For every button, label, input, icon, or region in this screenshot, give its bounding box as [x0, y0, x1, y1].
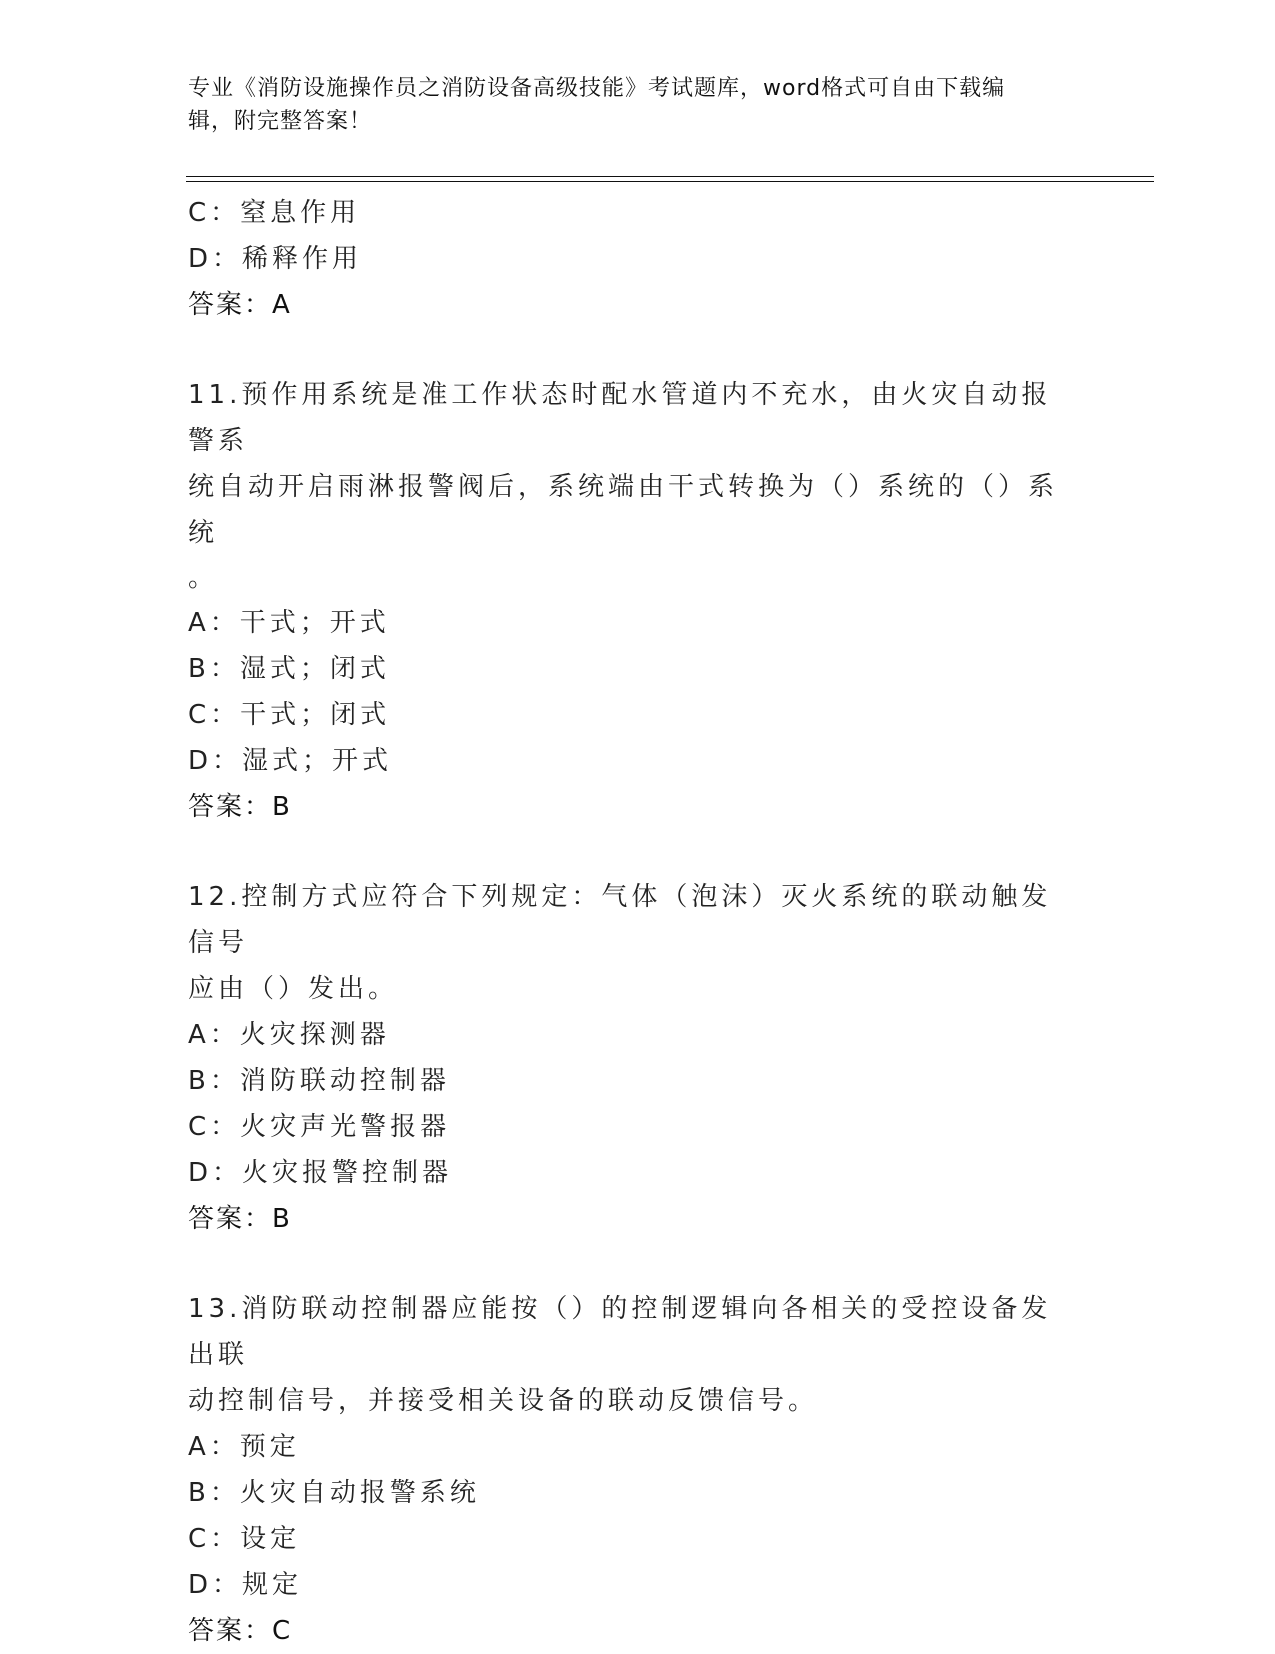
- question-line-1: 13.消防联动控制器应能按（）的控制逻辑向各相关的受控设备发出联: [188, 1294, 1052, 1370]
- header-divider-top: [186, 176, 1154, 177]
- option-c: C：火灾声光警报器: [188, 1112, 451, 1142]
- document-header: [188, 72, 1068, 138]
- question-block-10: [188, 190, 1088, 328]
- spacer: [188, 830, 1088, 874]
- option-b: B：火灾自动报警系统: [188, 1478, 480, 1508]
- question-block-13: [188, 1286, 1088, 1654]
- question-line-3: 。: [188, 563, 219, 593]
- option-d: D：湿式；开式: [188, 746, 393, 776]
- option-a: A：火灾探测器: [188, 1020, 390, 1050]
- question-line-2: 动控制信号，并接受相关设备的联动反馈信号。: [188, 1386, 819, 1416]
- option-b: B：湿式；闭式: [188, 654, 390, 684]
- question-line-2: 应由（）发出。: [188, 974, 399, 1004]
- answer-line: 答案：B: [188, 792, 292, 822]
- header-line-2: 辑，附完整答案！: [188, 109, 373, 134]
- spacer: [188, 328, 1088, 372]
- question-block-12: [188, 874, 1088, 1242]
- option-d: D：规定: [188, 1570, 303, 1600]
- option-c: C：干式；闭式: [188, 700, 391, 730]
- question-list: [188, 190, 1088, 1654]
- question-line-1: 11.预作用系统是准工作状态时配水管道内不充水，由火灾自动报警系: [188, 380, 1052, 456]
- option-d: D：火灾报警控制器: [188, 1158, 453, 1188]
- answer-line: 答案：A: [188, 290, 292, 320]
- option-d: D：稀释作用: [188, 244, 363, 274]
- answer-line: 答案：B: [188, 1204, 292, 1234]
- question-line-2: 统自动开启雨淋报警阀后，系统端由干式转换为（）系统的（）系统: [188, 472, 1059, 548]
- question-block-11: [188, 372, 1088, 830]
- answer-line: 答案：C: [188, 1616, 293, 1646]
- option-c: C：设定: [188, 1524, 301, 1554]
- question-text: [188, 1286, 1078, 1424]
- header-line-1: 专业《消防设施操作员之消防设备高级技能》考试题库，word格式可自由下载编: [188, 76, 1006, 101]
- option-a: A：干式；开式: [188, 608, 390, 638]
- option-b: B：消防联动控制器: [188, 1066, 450, 1096]
- header-divider-bottom: [186, 181, 1154, 182]
- question-text: [188, 874, 1078, 1012]
- question-text: [188, 372, 1078, 600]
- spacer: [188, 1242, 1088, 1286]
- option-c: C：窒息作用: [188, 198, 361, 228]
- question-line-1: 12.控制方式应符合下列规定：气体（泡沫）灭火系统的联动触发信号: [188, 882, 1052, 958]
- option-a: A：预定: [188, 1432, 300, 1462]
